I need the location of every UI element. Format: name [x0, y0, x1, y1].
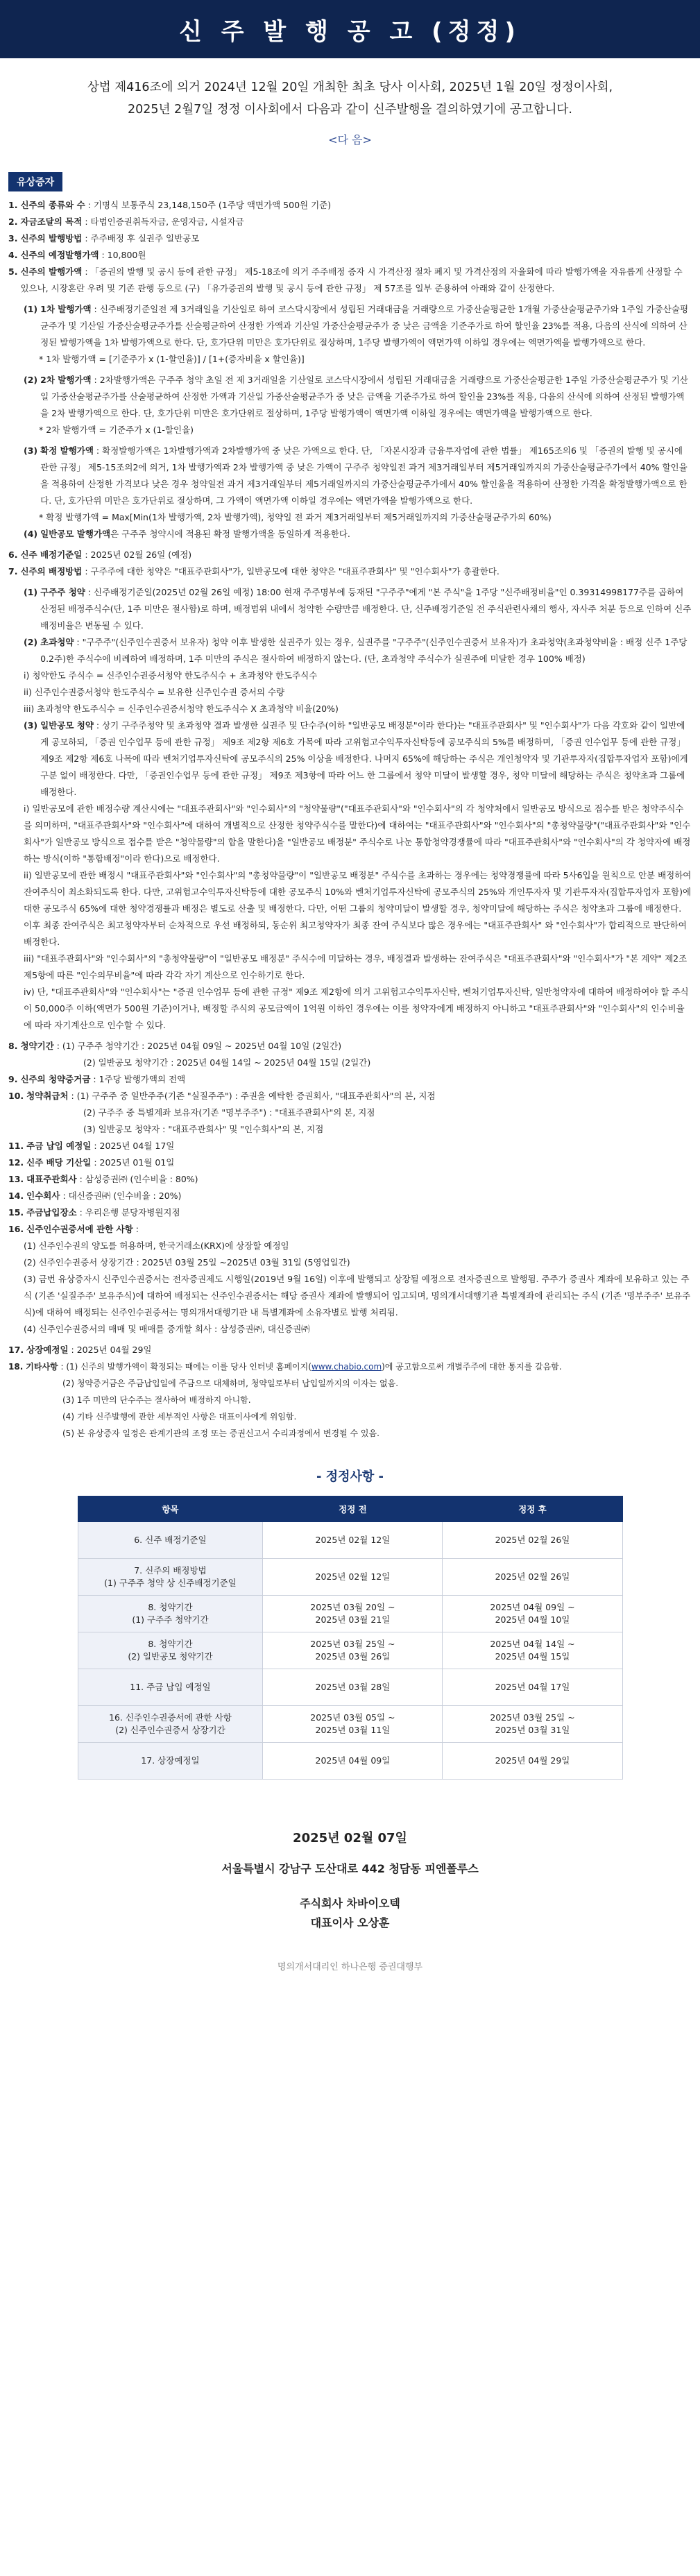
- item-5-2: [8, 372, 692, 422]
- item-number: (1): [24, 304, 38, 314]
- item-label: 신주 배정기준일: [20, 549, 83, 560]
- correction-table-title: - 정정사항 -: [316, 1469, 384, 1484]
- item-number: 17.: [8, 1345, 24, 1355]
- cell-before: 2025년 03월 05일 ~ 2025년 03월 11일: [263, 1706, 443, 1743]
- item-5-4: [8, 526, 692, 543]
- cell-item: 16. 신주인수권증서에 관한 사항 (2) 신주인수권증서 상장기간: [78, 1706, 263, 1743]
- item-13: [8, 1171, 692, 1188]
- item-16-2: (2) 신주인수권증서 상장기간 : 2025년 03월 25일 ~2025년 03월 31일 (5영업일간): [24, 1257, 350, 1268]
- item-7: [8, 563, 692, 580]
- item-number: 8.: [8, 1041, 18, 1051]
- homepage-link[interactable]: www.chabio.com: [311, 1362, 382, 1372]
- dagum-heading: <다 음>: [328, 133, 372, 146]
- item-number: 10.: [8, 1091, 24, 1101]
- item-7-3-iii: iii) "대표주관회사"와 "인수회사"의 "총청약물량"이 "일반공모 배정분" 주식수에 미달하는 경우, 배정결과 발생하는 잔여주식은 "대표주관회사"와 "인수회사"가 "본 계약" 제2조제5항에 따른 "인수의무비율"에 따라 각각 자기 계산으로 인수하기로 한다.: [24, 953, 688, 980]
- item-3: [8, 230, 692, 247]
- intro-line-2: 2025년 2월7일 정정 이사회에서 다음과 같이 신주발행을 결의하였기에 공고합니다.: [128, 103, 572, 117]
- item-text: : 「증권의 발행 및 공시 등에 관한 규정」 제5-18조에 의거 주주배정 증자 시 가격산정 절차 폐지 및 가격산정의 자율화에 따라 발행가액을 자유롭게 산정할 수 있으나, 시장혼란 우려 및 기존 관행 등으로 (구) 「유가증권의 발행 및 공시 등에 관한 규정」 제 57조를 일부 준용하여 아래와 같이 산정한다.: [20, 266, 683, 293]
- item-text: : 구주주에 대한 청약은 "대표주관회사"가, 일반공모에 대한 청약은 "대표주관회사" 및 "인수회사"가 총괄한다.: [82, 566, 500, 577]
- transfer-agent: 명의개서대리인 하나은행 증권대행부: [277, 1962, 423, 1972]
- footer: [0, 1828, 700, 1972]
- item-7-3: [8, 717, 692, 801]
- item-7-3-i: i) 일반공모에 관한 배정수량 계산시에는 "대표주관회사"와 "인수회사"의 "청약물량"("대표주관회사"와 "인수회사"의 각 청약처에서 일반공모 방식으로 접수를 받은 청약주식수를 의미하며, "대표주관회사"와 "인수회사"에 대하여 개별적으로 산정한 청약주식수를 말한다)에 대하여는 "대표주관회사"와 "인수회사"의 "총청약물량"("대표주관회사"와 "인수회사"가 일반공모 방식으로 접수를 받은 "청약물량"의 합을 말한다)을 "일반공모 배정분" 주식수로 나눈 통합청약경쟁률에 따라 "대표주관회사"와 "인수회사"의 각 청약자에 배정하는 방식(이하 "통합배정"이라 한다)으로 배정한다.: [24, 803, 691, 864]
- cell-after: 2025년 04월 14일 ~ 2025년 04월 15일: [443, 1632, 622, 1669]
- item-text-tail: )에 공고함으로써 개별주주에 대한 통지를 갈음함.: [382, 1362, 562, 1372]
- item-15: [8, 1204, 692, 1221]
- item-text: :: [133, 1224, 139, 1234]
- cell-before: 2025년 03월 28일: [263, 1669, 443, 1706]
- item-1: [8, 197, 692, 214]
- item-label: 신주인수권증서에 관한 사항: [26, 1224, 133, 1234]
- cell-after: 2025년 04월 09일 ~ 2025년 04월 10일: [443, 1596, 622, 1632]
- item-label: 주금납입장소: [26, 1207, 77, 1218]
- item-number: (2): [24, 375, 38, 385]
- item-label: 신주 배당 기산일: [26, 1157, 92, 1168]
- item-text: : 확정발행가액은 1차발행가액과 2차발행가액 중 낮은 가액으로 한다. 단, 「자본시장과 금융투자업에 관한 법률」 제165조의6 및 「증권의 발행 및 공시에 관한 규정」 제5-15조의2에 의거, 1차 발행가액과 2차 발행가액 중 낮은 가액이 구주주 청약일전 과거 제3거래일부터 제5거래일까지의 가중산술평균주가에서 40% 할인율을 적용하여 산정한 가격보다 낮은 경우 청약일전 과거 제3거래일부터 제5거래일까지의 가중산술평균주가에서 40% 할인율을 적용하여 산정한 가격을 확정발행가액으로 한다. 단, 호가단위 미만은 호가단위로 절상하며, 그 가액이 액면가액 이하일 경우에는 액면가액을 발행가액으로 한다.: [40, 445, 688, 506]
- company-address: 서울특별시 강남구 도산대로 442 청담동 피엔폴루스: [221, 1862, 479, 1875]
- item-number: 15.: [8, 1207, 24, 1218]
- item-number: (4): [24, 529, 38, 539]
- item-label: 확정 발행가액: [40, 445, 94, 456]
- cell-before: 2025년 03월 25일 ~ 2025년 03월 26일: [263, 1632, 443, 1669]
- item-text: : 신주배정기준일전 제 3거래일을 기산일로 하여 코스닥시장에서 성립된 거래대금을 거래량으로 가중산술평균한 1개월 가중산술평균주가와 1주일 가중산술평균주가 및 기산일 가중산술평균주가를 산술평균하여 산정한 가액과 기산일 가중산술평균주가 중 낮은 금액을 기준주가로 하여 할인율 23%를 적용, 다음의 산식에 의하여 산정된 발행가액을 1차 발행가액으로 한다. 단, 호가단위 미만은 호가단위로 절상하며, 1주당 발행가액이 액면가액 이하일 경우에는 액면가액을 발행가액으로 한다.: [40, 304, 689, 348]
- table-row: [78, 1522, 622, 1559]
- cell-after: 2025년 02월 26일: [443, 1559, 622, 1596]
- cell-item: 8. 청약기간 (1) 구주주 청약기간: [78, 1596, 263, 1632]
- item-label: 인수회사: [26, 1191, 60, 1201]
- item-12: [8, 1154, 692, 1171]
- intro: [0, 58, 700, 151]
- cell-before: 2025년 02월 12일: [263, 1522, 443, 1559]
- cell-after: 2025년 04월 29일: [443, 1743, 622, 1780]
- cell-after: 2025년 02월 26일: [443, 1522, 622, 1559]
- item-text: : 10,800원: [99, 250, 146, 260]
- item-number: 16.: [8, 1224, 24, 1234]
- correction-table: [78, 1496, 623, 1780]
- item-text: : (1) 구주주 청약기간 : 2025년 04월 09일 ~ 2025년 04월 10일 (2일간): [53, 1041, 342, 1051]
- item-number: (1): [24, 587, 38, 597]
- item-number: (2): [24, 637, 38, 647]
- item-label: 상장예정일: [26, 1345, 69, 1355]
- item-7-sub-1: i) 청약한도 주식수 = 신주인수권증서청약 한도주식수 + 초과청약 한도주식수: [24, 670, 318, 681]
- item-text: : 기명식 보통주식 23,148,150주 (1주당 액면가액 500원 기준): [85, 200, 332, 210]
- item-number: 13.: [8, 1174, 24, 1184]
- item-text: : 타법인증권취득자금, 운영자금, 시설자금: [82, 216, 244, 227]
- cell-item: 17. 상장예정일: [78, 1743, 263, 1780]
- item-number: 14.: [8, 1191, 24, 1201]
- item-number: 3.: [8, 233, 18, 244]
- item-7-sub-2: ii) 신주인수권증서청약 한도주식수 = 보유한 신주인수권 증서의 수량: [24, 687, 285, 697]
- item-label: 자금조달의 목적: [20, 216, 83, 227]
- item-18-4: (4) 기타 신주발행에 관한 세부적인 사항은 대표이사에게 위임함.: [62, 1412, 297, 1422]
- item-text: : 2025년 01월 01일: [91, 1157, 175, 1168]
- cell-item: 6. 신주 배정기준일: [78, 1522, 263, 1559]
- item-14: [8, 1188, 692, 1204]
- item-text: : 2025년 04월 17일: [91, 1141, 175, 1151]
- item-16-4: (4) 신주인수권증서의 매매 및 매매를 중개할 회사 : 삼성증권㈜, 대신증권㈜: [24, 1324, 310, 1334]
- item-text: : 삼성증권㈜ (인수비율 : 80%): [76, 1174, 198, 1184]
- company-name: 주식회사 차바이오텍: [300, 1897, 400, 1910]
- item-7-3-iv: iv) 단, "대표주관회사"와 "인수회사"는 "증권 인수업무 등에 관한 규정" 제9조 제2항에 의거 고위험고수익투자신탁, 벤처기업투자신탁, 일반청약자에 대하여 배정하여야 할 주식이 50,000주 이하(액면가 500원 기준)이거나, 배정할 주식의 공모금액이 1억원 이하인 경우에는 이를 청약자에게 배정하지 아니하고 "대표주관회사"와 "인수회사"의 인수비율에 따라 자기계산으로 인수할 수 있다.: [24, 987, 689, 1030]
- item-label: 신주의 청약증거금: [20, 1074, 91, 1084]
- item-18: [8, 1358, 692, 1375]
- item-label: 일반공모 발행가액: [40, 529, 111, 539]
- table-row: [78, 1743, 622, 1780]
- item-18-2: (2) 청약증거금은 주금납입일에 주금으로 대체하며, 청약일로부터 납입일까지의 이자는 없음.: [62, 1379, 399, 1388]
- item-number: 2.: [8, 216, 18, 227]
- table-row: [78, 1596, 622, 1632]
- item-16-3: (3) 금번 유상증자시 신주인수권증서는 전자증권제도 시행일(2019년 9월 16일) 이후에 발행되고 상장될 예정으로 전자증권으로 발행됨. 주주가 증권사 계좌에 보유하고 있는 주식 (기존 '실질주주' 보유주식)에 대하여 배정되는 신주인수권증서는 해당 증권사 계좌에 발행되어 입고되며, 명의개서대행기관 특별계좌에 관리되는 주식 (기존 '명부주주' 보유주식)에 대하여 배정되는 신주인수권증서는 명의개서대행기관 내 특별계좌에 소유자별로 발행 처리됨.: [24, 1274, 691, 1317]
- item-label: 1차 발행가액: [40, 304, 92, 314]
- item-9: [8, 1071, 692, 1088]
- item-label: 청약취급처: [26, 1091, 69, 1101]
- item-6: [8, 547, 692, 563]
- item-label: 신주의 발행방법: [20, 233, 83, 244]
- item-text: : (1) 구주주 중 일반주주(기존 "실질주주") : 주권을 예탁한 증권회사, "대표주관회사"의 본, 지점: [68, 1091, 436, 1101]
- item-label: 초과청약: [40, 637, 74, 647]
- item-11: [8, 1138, 692, 1154]
- item-10: [8, 1088, 692, 1104]
- formula-1: * 1차 발행가액 = [기준주가 x (1-할인율)] / [1+(증자비율 x 할인율)]: [39, 354, 305, 364]
- cell-before: 2025년 03월 20일 ~ 2025년 03월 21일: [263, 1596, 443, 1632]
- item-5-3: [8, 443, 692, 509]
- item-7-sub-3: iii) 초과청약 한도주식수 = 신주인수권증서청약 한도주식수 X 초과청약 비율(20%): [24, 703, 339, 714]
- item-label: 신주의 발행가액: [20, 266, 83, 277]
- item-number: (3): [24, 445, 38, 456]
- notice-body: [0, 191, 700, 1442]
- item-number: 5.: [8, 266, 18, 277]
- item-text: : 2025년 02월 26일 (예정): [82, 549, 192, 560]
- item-label: 대표주관회사: [26, 1174, 77, 1184]
- cell-after: 2025년 04월 17일: [443, 1669, 622, 1706]
- item-text: : 신주배정기준일(2025년 02월 26일 예정) 18:00 현재 주주명부에 등재된 "구주주"에게 "본 주식"을 1주당 "신주배정비율"인 0.39314998177주를 곱하여 산정된 배정주식수(단, 1주 미만은 절사함)로 하며, 배정범위 내에서 청약한 수량만큼 배정한다. 단, 신주배정기준일 전 주식관련사채의 행사, 자사주 처분 등으로 인하여 신주배정비율은 변동될 수 있다.: [40, 587, 692, 631]
- table-header-row: [78, 1496, 622, 1522]
- item-number: 9.: [8, 1074, 18, 1084]
- item-text: : 1주당 발행가액의 전액: [90, 1074, 186, 1084]
- item-text: 은 구주주 청약시에 적용된 확정 발행가액을 동일하게 적용한다.: [110, 529, 350, 539]
- table-row: [78, 1632, 622, 1669]
- cell-after: 2025년 03월 25일 ~ 2025년 03월 31일: [443, 1706, 622, 1743]
- table-row: [78, 1669, 622, 1706]
- formula-3: * 확정 발행가액 = Max[Min(1차 발행가액, 2차 발행가액), 청약일 전 과거 제3거래일부터 제5거래일까지의 가중산술평균주가의 60%): [39, 512, 552, 522]
- cell-before: 2025년 02월 12일: [263, 1559, 443, 1596]
- item-text: : 주주배정 후 실권주 일반공모: [82, 233, 200, 244]
- item-5-1: [8, 301, 692, 351]
- item-7-1: [8, 584, 692, 634]
- table-header: 항목: [78, 1496, 263, 1522]
- item-number: (3): [24, 720, 38, 731]
- item-2: [8, 214, 692, 230]
- item-4: [8, 247, 692, 264]
- intro-line-1: 상법 제416조에 의거 2024년 12월 20일 개최한 최초 당사 이사회, 2025년 1월 20일 정정이사회,: [87, 80, 613, 94]
- item-5: [8, 264, 692, 297]
- item-17: [8, 1342, 692, 1358]
- formula-2: * 2차 발행가액 = 기준주가 x (1-할인율): [39, 425, 194, 435]
- item-10-line-2: (2) 구주주 중 특별계좌 보유자(기존 "명부주주") : "대표주관회사"의 본, 지점: [83, 1107, 375, 1118]
- item-number: 11.: [8, 1141, 24, 1151]
- item-label: 일반공모 청약: [40, 720, 94, 731]
- item-text: : 우리은행 분당자병원지점: [76, 1207, 180, 1218]
- table-row: [78, 1706, 622, 1743]
- item-number: 4.: [8, 250, 18, 260]
- cell-item: 8. 청약기간 (2) 일반공모 청약기간: [78, 1632, 263, 1669]
- company-block: [0, 1894, 700, 1933]
- item-label: 신주의 종류와 수: [20, 200, 85, 210]
- table-row: [78, 1559, 622, 1596]
- item-10-line-3: (3) 일반공모 청약자 : "대표주관회사" 및 "인수회사"의 본, 지점: [83, 1124, 324, 1134]
- cell-item: 7. 신주의 배정방법 (1) 구주주 청약 상 신주배정기준일: [78, 1559, 263, 1596]
- cell-before: 2025년 04월 09일: [263, 1743, 443, 1780]
- cell-item: 11. 주금 납입 예정일: [78, 1669, 263, 1706]
- item-8: [8, 1038, 692, 1055]
- item-label: 주금 납입 예정일: [26, 1141, 92, 1151]
- item-label: 기타사항: [26, 1362, 58, 1372]
- item-16: [8, 1221, 692, 1238]
- section-tag: 유상증자: [8, 172, 62, 191]
- item-label: 신주의 배정방법: [20, 566, 83, 577]
- item-text: : 상기 구주주청약 및 초과청약 결과 발생한 실권주 및 단수주(이하 "일반공모 배정분"이라 한다)는 "대표주관회사" 및 "인수회사"가 다음 각호와 같이 일반에게 공모하되, 「증권 인수업무 등에 관한 규정」 제9조 제2항 제6호 가목에 따라 고위험고수익투자신탁등에 공모주식의 5%를 배정하며, 「증권 인수업무 등에 관한 규정」 제9조 제2항 제6호 나목에 따라 벤처기업투자신탁에 공모주식의 25% 이상을 배정한다. 나머지 65%에 해당하는 주식은 개인청약자 및 기관투자자(집합투자업자 포함)에게 구분 없이 배정한다. 다만, 「증권인수업무 등에 관한 규정」 제9조 제3항에 따라 어느 한 그룹에서 청약 미달이 발생할 경우, 청약 미달에 해당하는 주식은 청약초과 그룹에 배정한다.: [40, 720, 688, 797]
- item-number: 18.: [8, 1362, 24, 1372]
- notice-title: 신 주 발 행 공 고 (정정): [0, 0, 700, 58]
- item-7-3-ii: ii) 일반공모에 관한 배정시 "대표주관회사"와 "인수회사"의 "총청약물량"이 "일반공모 배정분" 주식수를 초과하는 경우에는 청약경쟁률에 따라 5사6입을 원칙으로 안분 배정하여 잔여주식이 최소화되도록 한다. 다만, 고위험고수익투자신탁등에 대한 공모주식 10%와 벤처기업투자신탁에 공모주식의 25%와 개인투자자 및 기관투자자(집합투자업자 포함)에 대한 공모주식 65%에 대한 청약경쟁률과 배정은 별도로 산출 및 배정한다. 다만, 어떤 그룹의 청약미달이 발생할 경우, 청약미달에 해당하는 주식은 청약초과 그룹에 배정한다. 이후 최종 잔여주식은 최고청약자부터 순차적으로 우선 배정하되, 동순위 최고청약자가 최종 잔여 주식보다 많은 경우에는 "대표주관회사" 와 "인수회사"가 합리적으로 판단하여 배정한다.: [24, 870, 692, 947]
- table-header: 정정 후: [443, 1496, 622, 1522]
- item-7-2: [8, 634, 692, 667]
- item-text: : "구주주"(신주인수권증서 보유자) 청약 이후 발생한 실권주가 있는 경우, 실권주를 "구주주"(신주인수권증서 보유자)가 초과청약(초과청약비율 : 배정 신주 1주당 0.2주)한 주식수에 비례하여 배정하며, 1주 미만의 주식은 절사하여 배정하지 않는다. (단, 초과청약 주식수가 실권주에 미달한 경우 100% 배정): [40, 637, 688, 664]
- item-label: 구주주 청약: [40, 587, 85, 597]
- item-label: 2차 발행가액: [40, 375, 92, 385]
- item-16-1: (1) 신주인수권의 양도를 허용하며, 한국거래소(KRX)에 상장할 예정임: [24, 1240, 289, 1251]
- item-number: 6.: [8, 549, 18, 560]
- table-header: 정정 전: [263, 1496, 443, 1522]
- item-text: : (1) 신주의 발행가액이 확정되는 때에는 이를 당사 인터넷 홈페이지(: [58, 1362, 311, 1372]
- item-number: 7.: [8, 566, 18, 577]
- item-18-3: (3) 1주 미만의 단수주는 절사하여 배정하지 아니함.: [62, 1395, 251, 1405]
- item-label: 청약기간: [20, 1041, 54, 1051]
- item-18-5: (5) 본 유상증자 일정은 관계기관의 조정 또는 증권신고서 수리과정에서 변경될 수 있음.: [62, 1428, 379, 1438]
- ceo-name: 대표이사 오상훈: [310, 1916, 390, 1929]
- item-text: : 대신증권㈜ (인수비율 : 20%): [60, 1191, 182, 1201]
- item-8-line-2: (2) 일반공모 청약기간 : 2025년 04월 14일 ~ 2025년 04월 15일 (2일간): [83, 1057, 371, 1068]
- item-text: : 2025년 04월 29일: [68, 1345, 152, 1355]
- item-number: 12.: [8, 1157, 24, 1168]
- notice-date: 2025년 02월 07일: [293, 1831, 407, 1845]
- item-number: 1.: [8, 200, 18, 210]
- item-label: 신주의 예정발행가액: [20, 250, 99, 260]
- item-text: : 2차발행가액은 구주주 청약 초일 전 제 3거래일을 기산일로 코스닥시장에서 성립된 거래대금을 거래량으로 가중산술평균한 1주일 가중산술평균주가 및 기산일 가중산술평균주가를 산술평균하여 산정한 가액과 기산일 가중산술평균주가 중 낮은 금액을 기준주가로 하여 할인율 23%를 적용, 다음의 산식에 의하여 산정된 발행가액을 2차 발행가액으로 한다. 단, 호가단위 미만은 호가단위로 절상하며, 1주당 발행가액이 액면가액 이하일 경우에는 액면가액을 발행가액으로 한다.: [40, 375, 688, 418]
